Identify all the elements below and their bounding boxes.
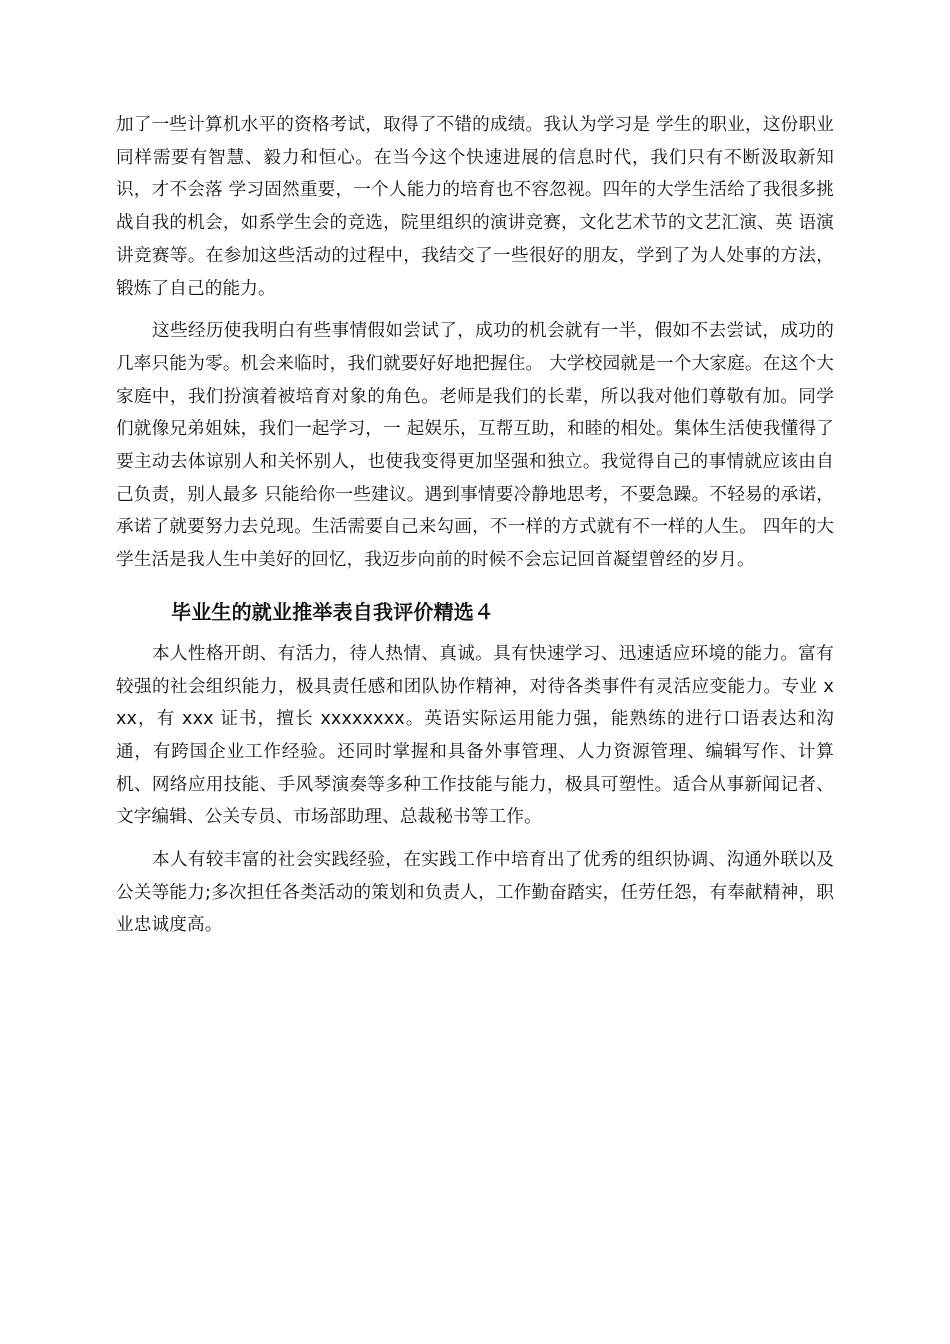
document-body (116, 109, 834, 942)
paragraph-personality: 本人性格开朗、有活力，待人热情、真诚。具有快速学习、迅速适应环境的能力。富有较强的社会组织能力，极具责任感和团队协作精神，对待各类事件有灵活应变能力。专业 xxx，有 xxx 证书，擅长 xxxxxxxx。英语实际运用能力强，能熟练的进行口语表达和沟通，有跨国企业工作经验。还同时掌握和具备外事管理、人力资源管理、编辑写作、计算机、网络应用技能、手风琴演奏等多种工作技能与能力，极具可塑性。适合从事新闻记者、文字编辑、公关专员、市场部助理、总裁秘书等工作。 (116, 643, 834, 828)
paragraph-experience: 这些经历使我明白有些事情假如尝试了，成功的机会就有一半，假如不去尝试，成功的几率只能为零。机会来临时，我们就要好好地把握住。 大学校园就是一个大家庭。在这个大家庭中，我们扮演着被培育对象的角色。老师是我们的长辈，所以我对他们尊敬有加。同学们就像兄弟姐妹，我们一起学习，一 起娱乐，互帮互助，和睦的相处。集体生活使我懂得了要主动去体谅别人和关怀别人，也使我变得更加坚强和独立。我觉得自己的事情就应该由自己负责，别人最多 只能给你一些建议。遇到事情要冷静地思考，不要急躁。不轻易的承诺，承诺了就要努力去兑现。生活需要自己来勾画，不一样的方式就有不一样的人生。 四年的大学生活是我人生中美好的回忆，我迈步向前的时候不会忘记回首凝望曾经的岁月。 (116, 321, 834, 571)
paragraph-practice: 本人有较丰富的社会实践经验，在实践工作中培育出了优秀的组织协调、沟通外联以及公关等能力;多次担任各类活动的策划和负责人，工作勤奋踏实，任劳任怨，有奉献精神，职业忠诚度高。 (116, 850, 834, 936)
paragraph-continuation: 加了一些计算机水平的资格考试，取得了不错的成绩。我认为学习是 学生的职业，这份职业同样需要有智慧、毅力和恒心。在当今这个快速进展的信息时代，我们只有不断汲取新知识，才不会落 学习固然重要，一个人能力的培育也不容忽视。四年的大学生活给了我很多挑战自我的机会，如系学生会的竞选，院里组织的演讲竞赛，文化艺术节的文艺汇演、英 语演讲竞赛等。在参加这些活动的过程中，我结交了一些很好的朋友，学到了为人处事的方法，锻炼了自己的能力。 (116, 115, 834, 299)
section-heading: 毕业生的就业推举表自我评价精选４ (171, 599, 495, 624)
